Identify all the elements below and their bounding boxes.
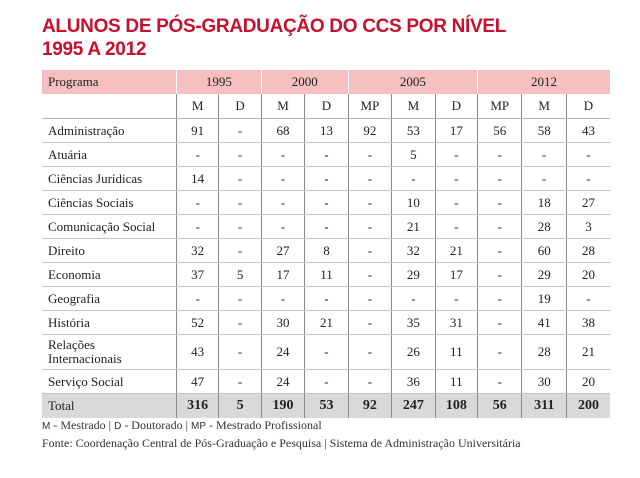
legend-d-abbr: D bbox=[114, 421, 122, 432]
table-body bbox=[42, 119, 610, 394]
subheader-empty bbox=[42, 94, 176, 119]
source-note: Fonte: Coordenação Central de Pós-Graduação e Pesquisa | Sistema de Administração Universitária bbox=[42, 436, 521, 450]
table-cell: - bbox=[478, 191, 522, 215]
table-row bbox=[42, 191, 610, 215]
table-cell: - bbox=[522, 143, 566, 167]
table-cell: 32 bbox=[176, 239, 218, 263]
header-row bbox=[42, 70, 610, 94]
table-cell: 30 bbox=[261, 311, 304, 335]
table-cell: 26 bbox=[392, 335, 435, 370]
table-row bbox=[42, 311, 610, 335]
subheader-cell: D bbox=[219, 94, 261, 119]
table-footer bbox=[42, 417, 521, 451]
row-label: Geografia bbox=[42, 287, 176, 311]
table-cell: - bbox=[348, 287, 391, 311]
row-label: Direito bbox=[42, 239, 176, 263]
table-cell: - bbox=[305, 143, 348, 167]
table-cell: 11 bbox=[435, 370, 477, 394]
table-cell: - bbox=[478, 239, 522, 263]
total-cell: 316 bbox=[176, 394, 218, 419]
table-cell: 11 bbox=[305, 263, 348, 287]
table-cell: 68 bbox=[261, 119, 304, 143]
table-cell: - bbox=[478, 335, 522, 370]
subheader-cell: M bbox=[522, 94, 566, 119]
table-cell: - bbox=[348, 263, 391, 287]
total-cell: 92 bbox=[348, 394, 391, 419]
table-cell: - bbox=[261, 191, 304, 215]
table-cell: 30 bbox=[522, 370, 566, 394]
table-cell: 27 bbox=[261, 239, 304, 263]
table-cell: 37 bbox=[176, 263, 218, 287]
table-cell: - bbox=[435, 191, 477, 215]
subheader-cell: MP bbox=[478, 94, 522, 119]
table-cell: 24 bbox=[261, 370, 304, 394]
table-row bbox=[42, 215, 610, 239]
row-label: Economia bbox=[42, 263, 176, 287]
subheader-cell: M bbox=[261, 94, 304, 119]
table-cell: 14 bbox=[176, 167, 218, 191]
table-cell: - bbox=[219, 191, 261, 215]
total-cell: 190 bbox=[261, 394, 304, 419]
row-label: Administração bbox=[42, 119, 176, 143]
table-cell: 17 bbox=[435, 263, 477, 287]
table-cell: - bbox=[261, 167, 304, 191]
table-cell: - bbox=[261, 287, 304, 311]
table-cell: - bbox=[219, 119, 261, 143]
row-label: Ciências Sociais bbox=[42, 191, 176, 215]
table-cell: 24 bbox=[261, 335, 304, 370]
table-cell: - bbox=[219, 143, 261, 167]
table-cell: 52 bbox=[176, 311, 218, 335]
table-cell: 8 bbox=[305, 239, 348, 263]
table-cell: 38 bbox=[566, 311, 610, 335]
table-cell: 32 bbox=[392, 239, 435, 263]
table-cell: - bbox=[566, 287, 610, 311]
table-cell: - bbox=[348, 335, 391, 370]
table-title bbox=[42, 15, 506, 61]
table-cell: - bbox=[305, 287, 348, 311]
total-cell: 247 bbox=[392, 394, 435, 419]
table-cell: - bbox=[219, 287, 261, 311]
table-cell: - bbox=[348, 191, 391, 215]
table-cell: 47 bbox=[176, 370, 218, 394]
table-cell: - bbox=[435, 287, 477, 311]
table-cell: 43 bbox=[176, 335, 218, 370]
row-label: Comunicação Social bbox=[42, 215, 176, 239]
table-cell: - bbox=[176, 287, 218, 311]
table-cell: - bbox=[435, 167, 477, 191]
table-row bbox=[42, 119, 610, 143]
table-cell: - bbox=[566, 143, 610, 167]
legend-m-abbr: M bbox=[42, 421, 51, 432]
table-cell: - bbox=[392, 167, 435, 191]
total-label: Total bbox=[42, 394, 176, 419]
legend-m-text: - Mestrado | bbox=[50, 418, 115, 432]
title-line-2: 1995 A 2012 bbox=[42, 39, 147, 60]
subheader-cell: D bbox=[435, 94, 477, 119]
row-label bbox=[42, 335, 176, 370]
subheader-cell: MP bbox=[348, 94, 391, 119]
total-cell: 56 bbox=[478, 394, 522, 419]
table-cell: 20 bbox=[566, 263, 610, 287]
table-cell: 31 bbox=[435, 311, 477, 335]
total-cell: 311 bbox=[522, 394, 566, 419]
header-year-2005: 2005 bbox=[348, 70, 477, 94]
table-cell: 60 bbox=[522, 239, 566, 263]
row-label: Serviço Social bbox=[42, 370, 176, 394]
row-label: Ciências Jurídicas bbox=[42, 167, 176, 191]
table-cell: - bbox=[176, 215, 218, 239]
subheader-cell: D bbox=[566, 94, 610, 119]
legend bbox=[42, 417, 521, 435]
title-line-1: ALUNOS DE PÓS-GRADUAÇÃO DO CCS POR NÍVEL bbox=[42, 16, 507, 37]
row-label: Atuária bbox=[42, 143, 176, 167]
header-year-1995: 1995 bbox=[176, 70, 261, 94]
table-row bbox=[42, 287, 610, 311]
table-cell: 53 bbox=[392, 119, 435, 143]
table-cell: - bbox=[348, 311, 391, 335]
total-cell: 108 bbox=[435, 394, 477, 419]
table-cell: 20 bbox=[566, 370, 610, 394]
legend-mp-abbr: MP bbox=[191, 421, 207, 432]
table-cell: 21 bbox=[305, 311, 348, 335]
table-cell: - bbox=[348, 143, 391, 167]
table-cell: 41 bbox=[522, 311, 566, 335]
row-label: História bbox=[42, 311, 176, 335]
table-cell: - bbox=[348, 215, 391, 239]
table-cell: - bbox=[392, 287, 435, 311]
table-cell: - bbox=[219, 167, 261, 191]
table-row bbox=[42, 370, 610, 394]
table-cell: 92 bbox=[348, 119, 391, 143]
table-cell: 35 bbox=[392, 311, 435, 335]
table-cell: - bbox=[478, 167, 522, 191]
table-cell: - bbox=[305, 215, 348, 239]
table-cell: 5 bbox=[219, 263, 261, 287]
table-cell: - bbox=[305, 335, 348, 370]
table-row bbox=[42, 239, 610, 263]
table-cell: - bbox=[478, 370, 522, 394]
table-row bbox=[42, 143, 610, 167]
table-cell: 56 bbox=[478, 119, 522, 143]
table-cell: 29 bbox=[522, 263, 566, 287]
table-cell: 5 bbox=[392, 143, 435, 167]
table-cell: 13 bbox=[305, 119, 348, 143]
table-row bbox=[42, 335, 610, 370]
table-cell: 21 bbox=[435, 239, 477, 263]
table-cell: - bbox=[261, 143, 304, 167]
table-cell: - bbox=[176, 191, 218, 215]
table-cell: - bbox=[435, 215, 477, 239]
table-row bbox=[42, 263, 610, 287]
table-cell: - bbox=[219, 311, 261, 335]
legend-d-text: - Doutorado | bbox=[121, 418, 192, 432]
table-cell: 43 bbox=[566, 119, 610, 143]
table-cell: 19 bbox=[522, 287, 566, 311]
table-cell: - bbox=[478, 143, 522, 167]
subheader-row bbox=[42, 94, 610, 119]
subheader-cell: M bbox=[176, 94, 218, 119]
table-cell: - bbox=[305, 370, 348, 394]
table-cell: 36 bbox=[392, 370, 435, 394]
table-cell: 10 bbox=[392, 191, 435, 215]
table-cell: 18 bbox=[522, 191, 566, 215]
table-cell: - bbox=[478, 263, 522, 287]
table-cell: 58 bbox=[522, 119, 566, 143]
subheader-cell: M bbox=[392, 94, 435, 119]
table-cell: 91 bbox=[176, 119, 218, 143]
table-cell: - bbox=[478, 287, 522, 311]
table-cell: - bbox=[219, 335, 261, 370]
graduate-students-table bbox=[42, 70, 610, 418]
table-cell: - bbox=[435, 143, 477, 167]
table-cell: 28 bbox=[522, 335, 566, 370]
table-cell: 17 bbox=[435, 119, 477, 143]
table-row bbox=[42, 167, 610, 191]
header-year-2000: 2000 bbox=[261, 70, 348, 94]
table-cell: 28 bbox=[566, 239, 610, 263]
header-year-2012: 2012 bbox=[478, 70, 610, 94]
table-cell: - bbox=[305, 191, 348, 215]
table-cell: 11 bbox=[435, 335, 477, 370]
table-cell: 29 bbox=[392, 263, 435, 287]
total-cell: 53 bbox=[305, 394, 348, 419]
table-cell: - bbox=[566, 167, 610, 191]
header-programa: Programa bbox=[42, 70, 176, 94]
table-cell: 28 bbox=[522, 215, 566, 239]
total-cell: 5 bbox=[219, 394, 261, 419]
table-cell: 21 bbox=[566, 335, 610, 370]
row-label-line: Internacionais bbox=[48, 351, 122, 366]
legend-mp-text: - Mestrado Profissional bbox=[206, 418, 322, 432]
table-cell: - bbox=[219, 215, 261, 239]
table-cell: - bbox=[522, 167, 566, 191]
table-cell: - bbox=[478, 215, 522, 239]
table-cell: - bbox=[478, 311, 522, 335]
table-cell: - bbox=[219, 370, 261, 394]
table-cell: - bbox=[348, 167, 391, 191]
subheader-cell: D bbox=[305, 94, 348, 119]
table-cell: 17 bbox=[261, 263, 304, 287]
table-cell: - bbox=[348, 239, 391, 263]
row-label-line: Relações bbox=[48, 337, 95, 352]
table-cell: 27 bbox=[566, 191, 610, 215]
table-cell: - bbox=[219, 239, 261, 263]
table-cell: - bbox=[176, 143, 218, 167]
total-cell: 200 bbox=[566, 394, 610, 419]
table-cell: 21 bbox=[392, 215, 435, 239]
table-cell: - bbox=[348, 370, 391, 394]
table-cell: - bbox=[305, 167, 348, 191]
table-cell: 3 bbox=[566, 215, 610, 239]
table-cell: - bbox=[261, 215, 304, 239]
total-row bbox=[42, 394, 610, 419]
